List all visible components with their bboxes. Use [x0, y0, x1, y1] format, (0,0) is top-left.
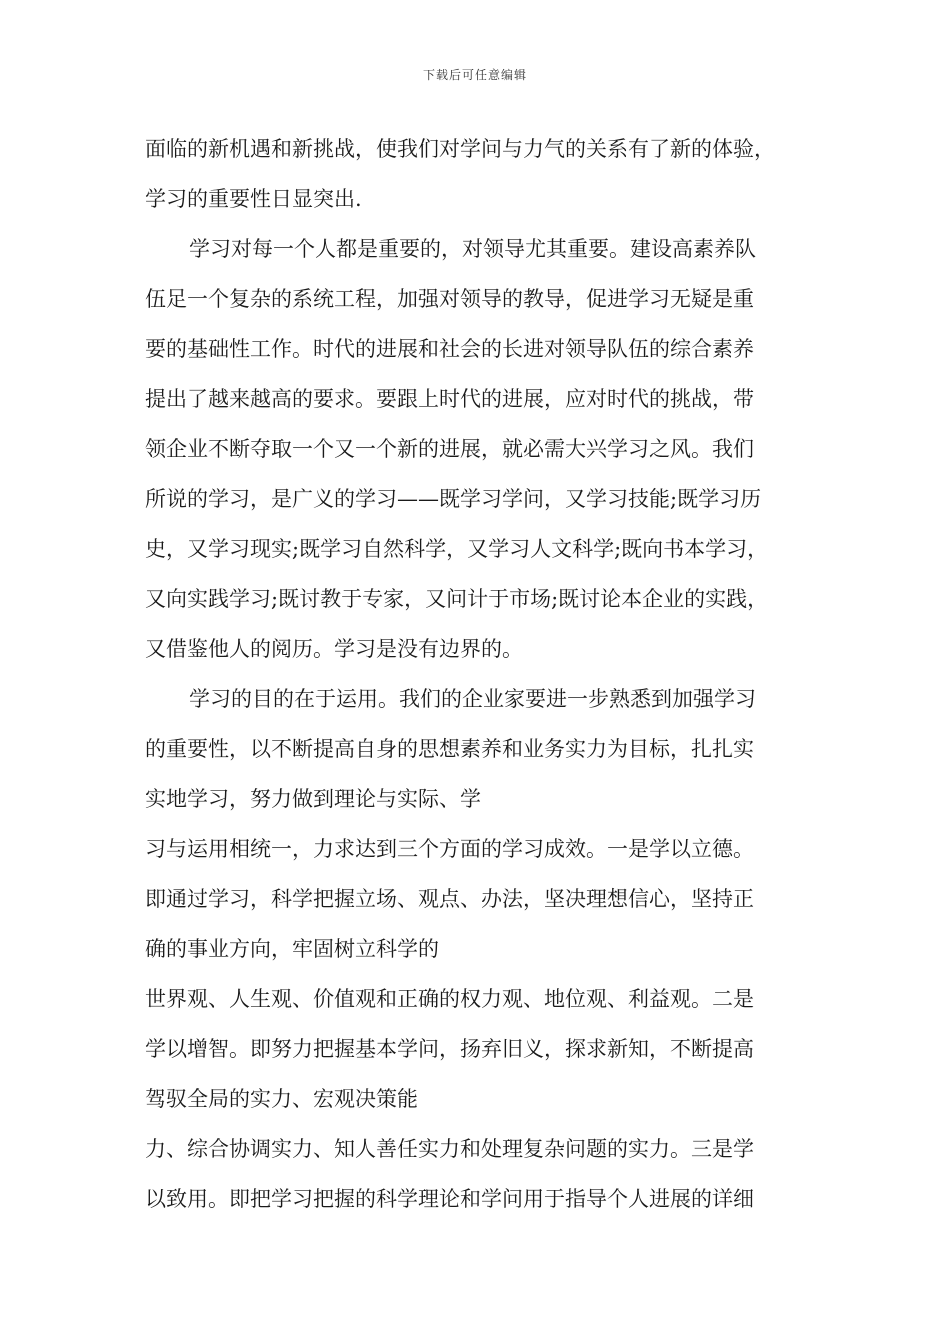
text-line: 所说的学习，是广义的学习——既学习学问，又学习技能;既学习历 — [145, 487, 762, 511]
text-line: 伍足一个复杂的系统工程，加强对领导的教导，促进学习无疑是重 — [145, 287, 754, 311]
text-line: 又向实践学习;既讨教于专家，又问计于市场;既讨论本企业的实践， — [145, 587, 769, 611]
text-line: 学习对每一个人都是重要的，对领导尤其重要。建设高素养队 — [189, 237, 756, 261]
text-line: 史，又学习现实;既学习自然科学，又学习人文科学;既向书本学习， — [145, 537, 769, 561]
text-line: 要的基础性工作。时代的进展和社会的长进对领导队伍的综合素养 — [145, 337, 754, 361]
text-line: 领企业不断夺取一个又一个新的进展，就必需大兴学习之风。我们 — [145, 437, 754, 461]
text-line: 力、综合协调实力、知人善任实力和处理复杂问题的实力。三是学 — [145, 1137, 754, 1161]
text-line: 学以增智。即努力把握基本学问，扬弃旧义，探求新知，不断提高 — [145, 1037, 754, 1061]
text-line: 又借鉴他人的阅历。学习是没有边界的。 — [145, 637, 523, 661]
text-line: 驾驭全局的实力、宏观决策能 — [145, 1087, 418, 1111]
text-line: 即通过学习，科学把握立场、观点、办法，坚决理想信心，坚持正 — [145, 887, 754, 911]
text-line: 的重要性，以不断提高自身的思想素养和业务实力为目标，扎扎实 — [145, 737, 754, 761]
text-line: 确的事业方向，牢固树立科学的 — [145, 937, 439, 961]
text-line: 世界观、人生观、价值观和正确的权力观、地位观、利益观。二是 — [145, 987, 754, 1011]
body-text — [145, 124, 810, 1224]
text-line: 学习的目的在于运用。我们的企业家要进一步熟悉到加强学习 — [189, 687, 756, 711]
page-header: 下载后可任意编辑 — [422, 68, 527, 82]
text-line: 以致用。即把学习把握的科学理论和学问用于指导个人进展的详细 — [145, 1187, 754, 1211]
text-line: 提出了越来越高的要求。要跟上时代的进展，应对时代的挑战，带 — [145, 387, 754, 411]
text-line: 实地学习，努力做到理论与实际、学 — [145, 787, 481, 811]
text-line: 习与运用相统一，力求达到三个方面的学习成效。一是学以立德。 — [145, 837, 754, 861]
text-line: 学习的重要性日显突出. — [145, 187, 362, 211]
text-line: 面临的新机遇和新挑战，使我们对学问与力气的关系有了新的体验， — [145, 137, 775, 161]
